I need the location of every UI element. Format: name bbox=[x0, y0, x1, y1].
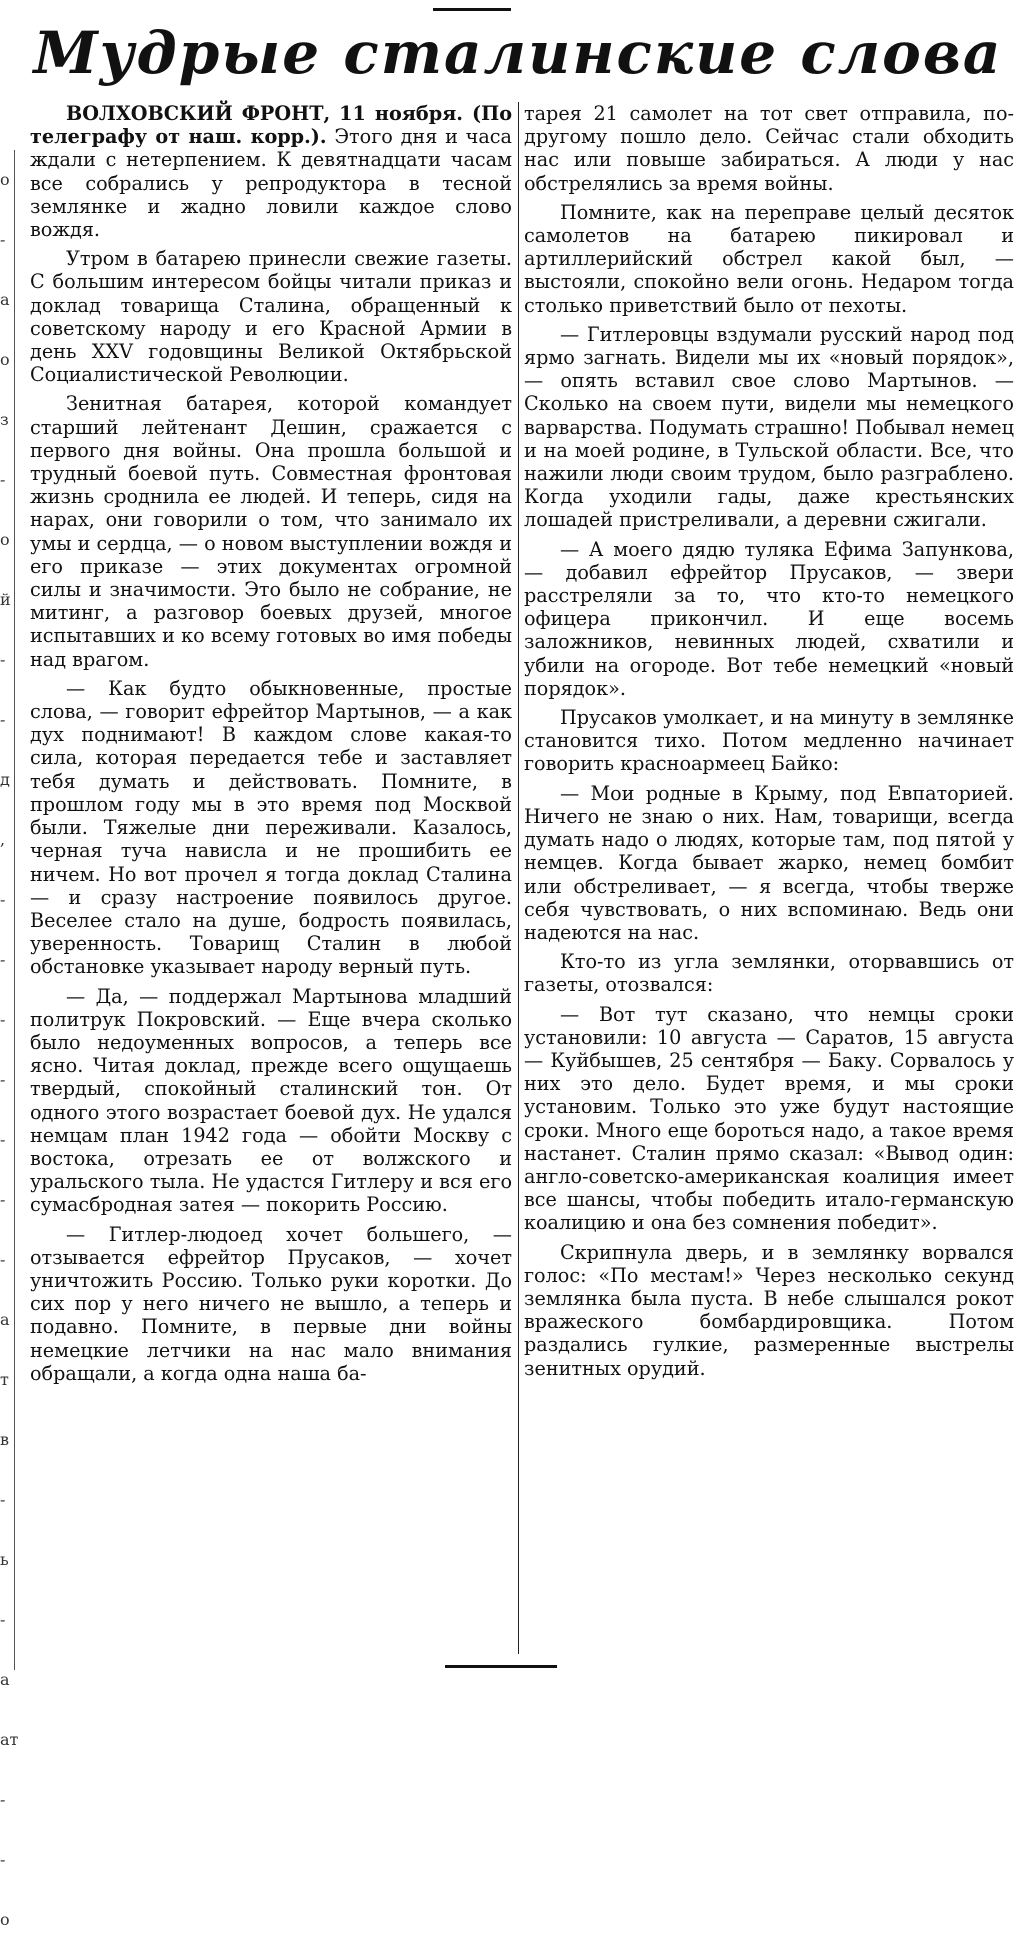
margin-fragment: - bbox=[0, 650, 6, 669]
margin-fragment: о bbox=[0, 170, 10, 189]
margin-fragment: в bbox=[0, 1430, 10, 1449]
margin-fragment: ь bbox=[0, 1550, 9, 1569]
margin-fragment: т bbox=[0, 1370, 9, 1389]
paragraph: Помните, как на переправе целый десяток самолетов на батарею пикировал и артиллерийский обстрел какой был, — выстояли, спокойно вели огонь. Недаром тогда столько приветствий было от пехоты. bbox=[524, 200, 1014, 317]
margin-fragment: - bbox=[0, 1790, 6, 1809]
paragraph: — Мои родные в Крыму, под Евпаторией. Ничего не знаю о них. Нам, товарищи, всегда думать надо о людях, которые там, под пятой у немцев. Когда бывает жарко, немец бомбит или обстреливает, — я всегда, чтобы тверже себя чувствовать, о них вспоминаю. Ведь они надеются на нас. bbox=[524, 781, 1014, 944]
margin-fragment: о bbox=[0, 350, 10, 369]
paragraph: — А моего дядю туляка Ефима Запункова, — добавил ефрейтор Прусаков, — звери расстреляли за то, что кто-то немецкого офицера прикончил. И еще восемь заложников, невинных людей, схватили и убили на огороде. Вот тебе немецкий «новый порядок». bbox=[524, 537, 1014, 700]
article-headline: Мудрые сталинские слова bbox=[33, 19, 1003, 87]
continued-paragraph: тарея 21 самолет на тот свет отправила, по-другому пошло дело. Сейчас стали обходить нас или повыше забираться. А люди у нас обстрелялись за время войны. bbox=[524, 102, 1014, 195]
paragraph: — Да, — поддержал Мартынова младший политрук Покровский. — Еще вчера сколько было недоуменных вопросов, а теперь все ясно. Читая доклад, прежде всего ощущаешь твердый, спокойный сталинский тон. От одного этого возрастает боевой дух. Не удался немцам план 1942 года — обойти Москву с востока, отрезать ее от волжского и уральского тыла. Не удастся Гитлеру и вся его сумасбродная затея — покорить Россию. bbox=[30, 984, 512, 1217]
margin-fragment: - bbox=[0, 470, 6, 489]
margin-fragment: - bbox=[0, 1130, 6, 1149]
margin-fragment: ат bbox=[0, 1730, 19, 1749]
margin-fragment: - bbox=[0, 1190, 6, 1209]
margin-fragment: - bbox=[0, 1490, 6, 1509]
paragraph: — Как будто обыкновенные, простые слова, — говорит ефрейтор Мартынов, — а как дух поднимают! В каждом слове какая-то сила, которая передается тебе и заставляет тебя думать и действовать. Помните, в прошлом году мы в это время под Москвой были. Тяжелые дни переживали. Казалось, черная туча нависла и не прошибить ее ничем. Но вот прочел я тогда доклад Сталина — и сразу настроение появилось другое. Веселее стало на душе, бодрость появилась, уверенность. Товарищ Сталин в любой обстановке указывает народу верный путь. bbox=[30, 676, 512, 979]
lead-paragraph bbox=[30, 102, 512, 241]
margin-fragment: - bbox=[0, 230, 6, 249]
paragraph: — Гитлер-людоед хочет большего, — отзывается ефрейтор Прусаков, — хочет уничтожить Россию. Только руки коротки. До сих пор у него ничего не вышло, а теперь и подавно. Помните, в первые дни войны немецкие летчики на нас мало внимания обращали, а когда одна наша ба- bbox=[30, 1222, 512, 1385]
margin-fragment: а bbox=[0, 290, 10, 309]
margin-fragment: з bbox=[0, 410, 9, 429]
paragraph: Утром в батарею принесли свежие газеты. С большим интересом бойцы читали приказ и доклад товарища Сталина, обращенный к советскому народу и его Красной Армии в день XXV годовщины Великой Октябрьской Социалистической Революции. bbox=[30, 247, 512, 387]
margin-fragment: - bbox=[0, 1610, 6, 1629]
paragraph: Кто-то из угла землянки, оторвавшись от газеты, отозвался: bbox=[524, 950, 1014, 997]
margin-fragment: - bbox=[0, 1010, 6, 1029]
paragraph-text: Этого дня и часа ждали с нетерпением. К девятнадцати часам все собрались у репродуктора в тесной землянке и жадно ловили каждое слово вождя. bbox=[30, 125, 512, 242]
dateline: ВОЛХОВСКИЙ ФРОНТ, 11 ноября. (По телеграфу от наш. корр.). bbox=[30, 102, 512, 149]
margin-fragment: - bbox=[0, 710, 6, 729]
margin-fragment: а bbox=[0, 1310, 10, 1329]
margin-fragment: - bbox=[0, 1070, 6, 1089]
margin-fragment: й bbox=[0, 590, 11, 609]
margin-fragment: о bbox=[0, 1910, 10, 1929]
bottom-rule bbox=[445, 1665, 557, 1668]
margin-fragment: д bbox=[0, 770, 10, 789]
margin-fragment: - bbox=[0, 1850, 6, 1869]
article-column-right bbox=[524, 102, 1014, 1386]
top-rule bbox=[433, 8, 511, 11]
article-column-left bbox=[30, 102, 512, 1391]
paragraph: Прусаков умолкает, и на минуту в землянке становится тихо. Потом медленно начинает говорить красноармеец Байко: bbox=[524, 706, 1014, 776]
paragraph: — Гитлеровцы вздумали русский народ под ярмо загнать. Видели мы их «новый порядок», — опять вставил свое слово Мартынов. — Сколько на своем пути, видели мы немецкого варварства. Подумать страшно! Побывал немец и на моей родине, в Тульской области. Все, что нажили люди своим трудом, было разграблено. Когда уходили гады, даже крестьянских лошадей пристреливали, а деревни сжигали. bbox=[524, 322, 1014, 532]
paragraph: Скрипнула дверь, и в землянку ворвался голос: «По местам!» Через несколько секунд землянка была пуста. В небе слышался рокот вражеского бомбардировщика. Потом раздались гулкие, размеренные выстрелы зенитных орудий. bbox=[524, 1240, 1014, 1380]
margin-fragment: о bbox=[0, 530, 10, 549]
margin-fragment: - bbox=[0, 1250, 6, 1269]
column-divider bbox=[518, 102, 519, 1654]
cropped-margin-column bbox=[0, 150, 19, 1929]
margin-fragment: - bbox=[0, 950, 6, 969]
margin-fragment: , bbox=[0, 830, 6, 849]
margin-fragment: - bbox=[0, 890, 6, 909]
margin-fragment: а bbox=[0, 1670, 10, 1689]
paragraph: — Вот тут сказано, что немцы сроки установили: 10 августа — Саратов, 15 августа — Куйбышев, 25 сентября — Баку. Сорвалось у них это дело. Будет время, и мы сроки установим. Только это уже будут настоящие сроки. Много еще бороться надо, а такое время настанет. Сталин прямо сказал: «Вывод один: англо-советско-американская коалиция имеет все шансы, чтобы победить итало-германскую коалицию и она без сомнения победит». bbox=[524, 1002, 1014, 1235]
paragraph: Зенитная батарея, которой командует старший лейтенант Дешин, сражается с первого дня войны. Она прошла большой и трудный боевой путь. Совместная фронтовая жизнь сроднила ее людей. И теперь, сидя на нарах, они говорили о том, что занимало их умы и сердца, — о новом выступлении вождя и его приказе — этих документах огромной силы и значимости. Это было не собрание, не митинг, а разговор боевых друзей, многое испытавших и ко всему готовых во имя победы над врагом. bbox=[30, 392, 512, 671]
